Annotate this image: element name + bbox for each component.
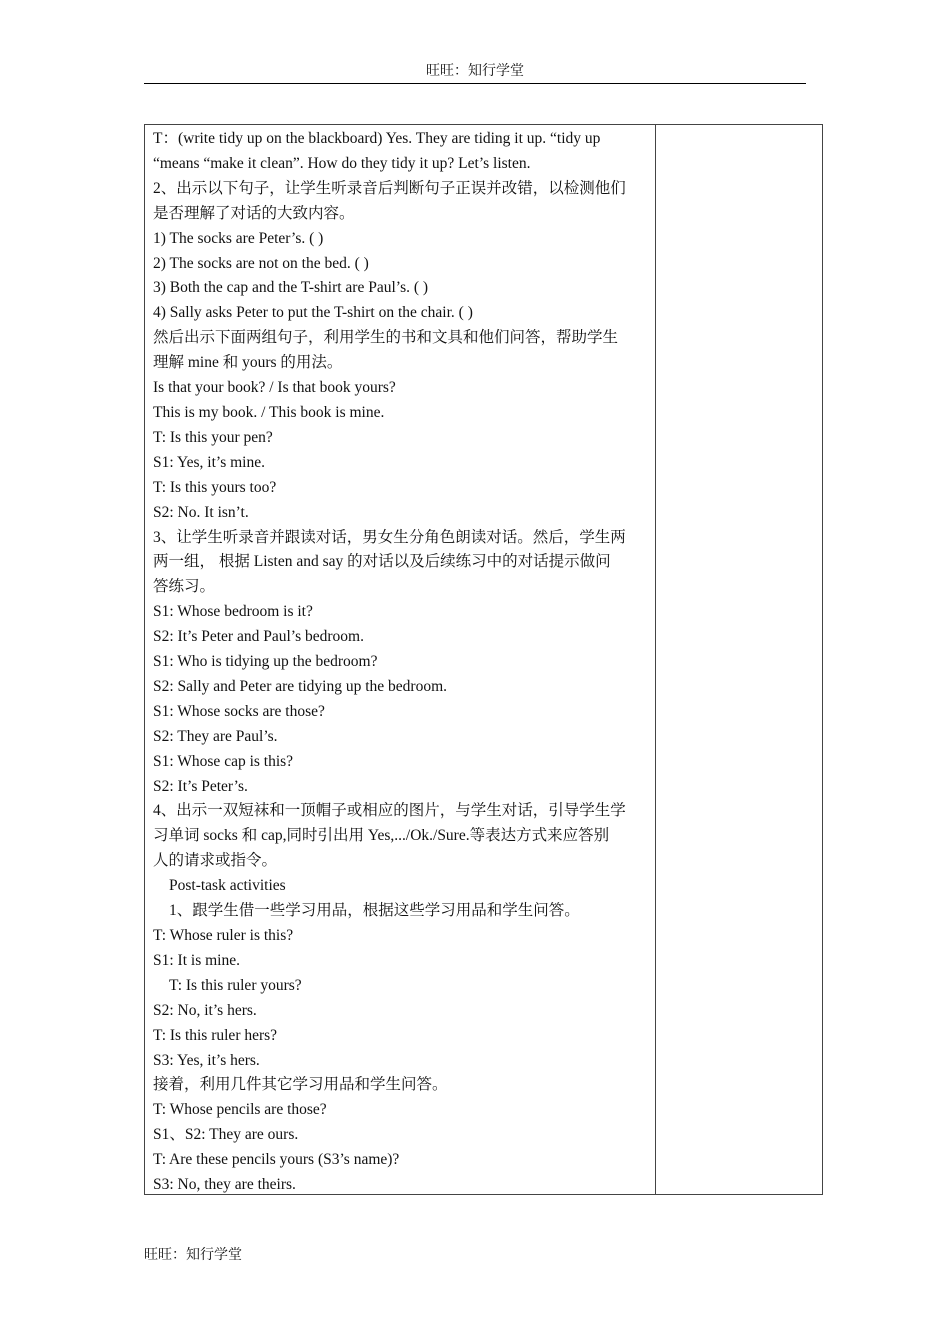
content-line: S2: They are Paul’s. — [153, 727, 278, 745]
content-line: S1: Whose bedroom is it? — [153, 603, 313, 621]
content-line: S2: No. It isn’t. — [153, 503, 249, 521]
content-line: S1: Who is tidying up the bedroom? — [153, 653, 378, 671]
content-line: 3、让学生听录音并跟读对话，男女生分角色朗读对话。然后，学生两 — [153, 528, 626, 546]
content-line: T: Whose ruler is this? — [153, 927, 294, 944]
notes-cell — [656, 125, 822, 1194]
content-line: “means “make it clean”. How do they tidy it up? Let’s listen. — [153, 154, 531, 172]
content-line: Is that your book? / Is that book yours? — [153, 379, 396, 397]
content-line: T：(write tidy up on the blackboard) Yes. They are tiding it up. “tidy up — [153, 130, 601, 147]
content-line: S2: Sally and Peter are tidying up the bedroom. — [153, 677, 448, 695]
content-line: 人的请求或指令。 — [153, 852, 278, 870]
content-line: S1、S2: They are ours. — [153, 1126, 299, 1144]
content-line: Post-task activities — [169, 877, 286, 895]
content-line: S2: It’s Peter and Paul’s bedroom. — [153, 628, 364, 646]
page-footer: 旺旺：知行学堂 — [144, 1248, 242, 1263]
content-line: T: Are these pencils yours (S3’s name)? — [153, 1151, 400, 1169]
content-line: S1: Whose cap is this? — [153, 752, 294, 770]
content-line: T: Is this yours too? — [153, 478, 277, 496]
content-line: T: Whose pencils are those? — [153, 1101, 327, 1119]
content-line: 理解 mine 和 yours 的用法。 — [153, 354, 343, 372]
content-line: 2) The socks are not on the bed. ( ) — [153, 254, 369, 272]
content-line: This is my book. / This book is mine. — [153, 403, 385, 421]
content-line: T: Is this ruler hers? — [153, 1026, 278, 1044]
content-line: 两一组， 根据 Listen and say 的对话以及后续练习中的对话提示做问 — [153, 553, 611, 571]
content-line: 4) Sally asks Peter to put the T-shirt on the chair. ( ) — [153, 304, 473, 322]
content-line: S1: Whose socks are those? — [153, 702, 325, 720]
content-line: 2、出示以下句子，让学生听录音后判断句子正误并改错，以检测他们 — [153, 179, 626, 197]
content-line: S3: Yes, it’s hers. — [153, 1051, 260, 1069]
content-line: T: Is this your pen? — [153, 428, 273, 446]
lesson-content-cell — [145, 125, 656, 1194]
content-line: 是否理解了对话的大致内容。 — [153, 204, 355, 222]
content-line: T: Is this ruler yours? — [169, 976, 302, 994]
content-line: 然后出示下面两组句子，利用学生的书和文具和他们问答，帮助学生 — [153, 329, 619, 347]
header-rule — [144, 83, 806, 84]
content-line: 答练习。 — [153, 578, 216, 596]
content-line: 1) The socks are Peter’s. ( ) — [153, 229, 324, 247]
content-line: 3) Both the cap and the T-shirt are Paul’s. ( ) — [153, 279, 429, 297]
content-line: S2: It’s Peter’s. — [153, 777, 248, 795]
lesson-table — [144, 124, 823, 1195]
content-line: 4、出示一双短袜和一顶帽子或相应的图片，与学生对话，引导学生学 — [153, 802, 626, 820]
content-line: S1: Yes, it’s mine. — [153, 453, 265, 471]
content-line: S2: No, it’s hers. — [153, 1001, 257, 1019]
content-line: S1: It is mine. — [153, 951, 240, 969]
page-header: 旺旺：知行学堂 — [426, 64, 524, 79]
content-line: 习单词 socks 和 cap,同时引出用 Yes,.../Ok./Sure.等表达方式来应答别 — [153, 827, 610, 845]
content-line: 1、跟学生借一些学习用品，根据这些学习用品和学生问答。 — [169, 902, 580, 920]
content-line: 接着，利用几件其它学习用品和学生问答。 — [153, 1076, 448, 1094]
content-line: S3: No, they are theirs. — [153, 1176, 296, 1194]
